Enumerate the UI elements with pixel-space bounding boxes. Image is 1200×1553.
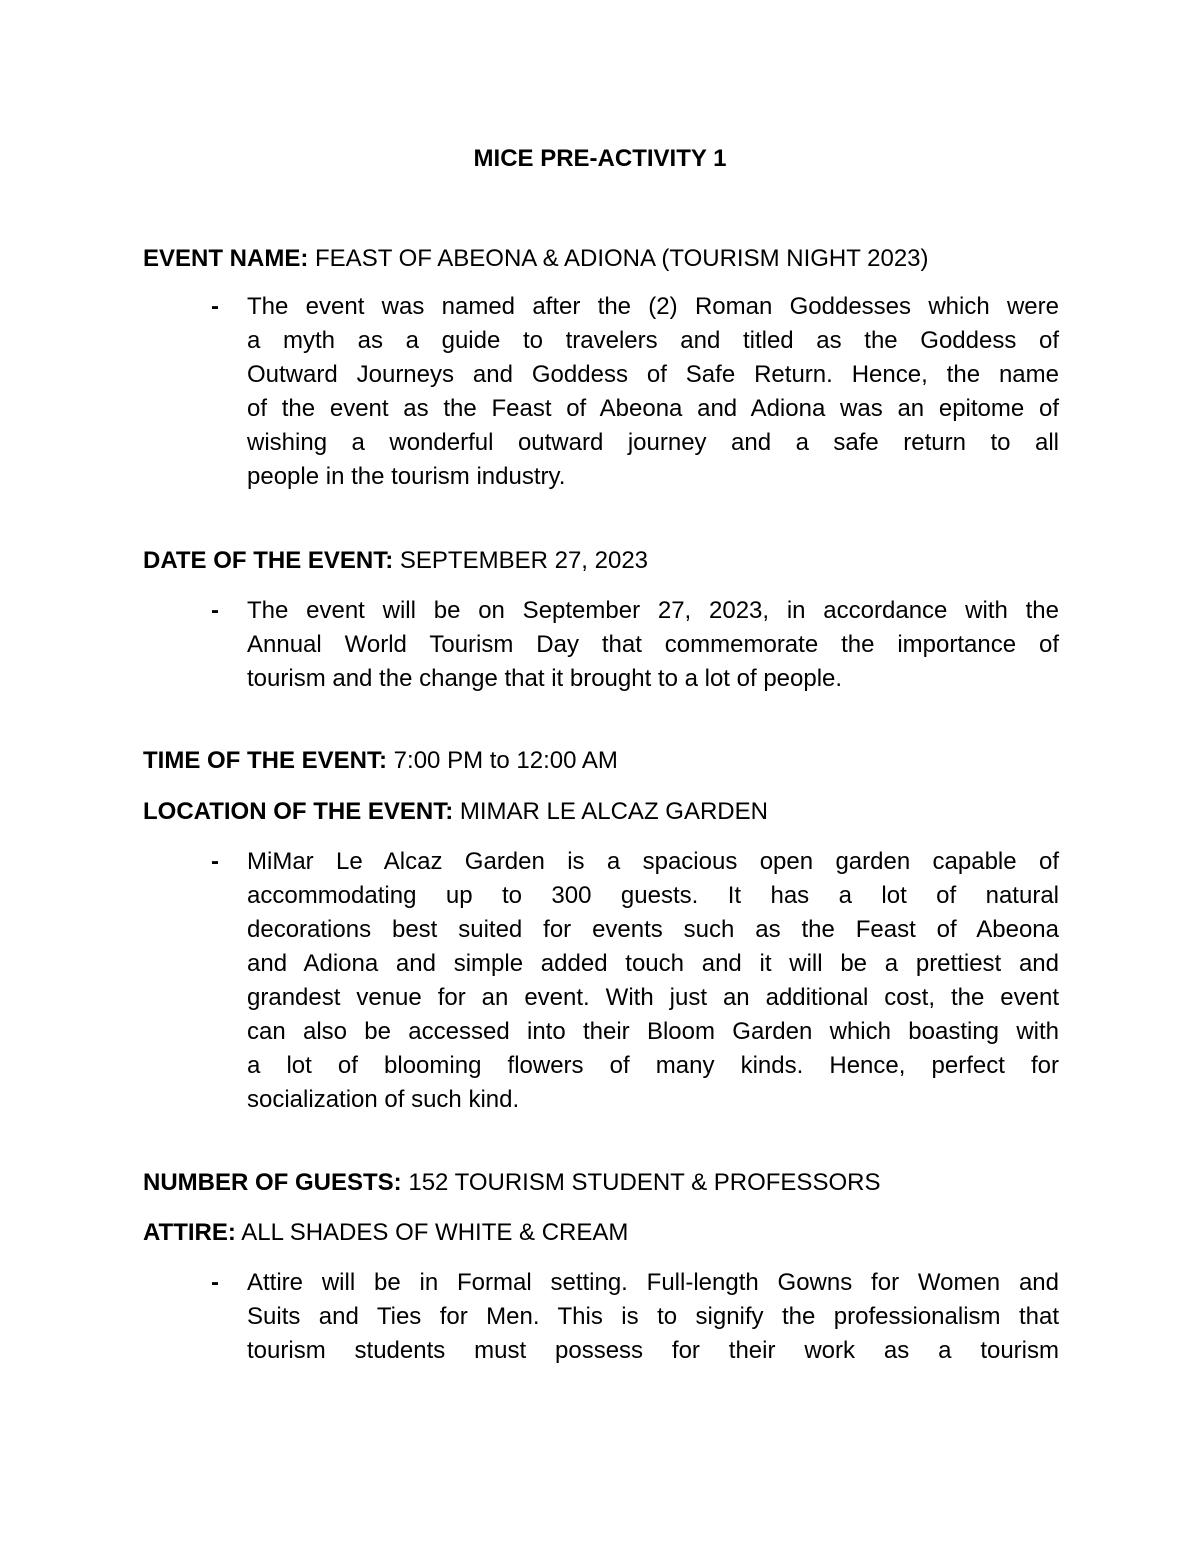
guests-value: 152 TOURISM STUDENT & PROFESSORS (401, 1169, 881, 1196)
paragraph-line: a myth as a guide to travelers and titled as the Goddess of (247, 327, 1059, 354)
event-name-value: FEAST OF ABEONA & ADIONA (TOURISM NIGHT 2023) (308, 245, 929, 272)
paragraph-line: grandest venue for an event. With just an additional cost, the event (247, 984, 1059, 1011)
paragraph-line: Suits and Ties for Men. This is to signify the professionalism that (247, 1303, 1059, 1330)
location-paragraph (247, 845, 1059, 1117)
paragraph-line: Outward Journeys and Goddess of Safe Return. Hence, the name (247, 361, 1059, 388)
bullet-dash: - (211, 597, 219, 624)
date-label: DATE OF THE EVENT: (143, 547, 394, 574)
paragraph-line: accommodating up to 300 guests. It has a lot of natural (247, 882, 1059, 909)
paragraph-line: can also be accessed into their Bloom Garden which boasting with (247, 1018, 1059, 1045)
bullet-dash: - (211, 848, 219, 875)
event-name-paragraph (247, 290, 1059, 494)
paragraph-line: tourism and the change that it brought to a lot of people. (247, 665, 843, 692)
document-title: MICE PRE-ACTIVITY 1 (473, 145, 727, 172)
attire-label: ATTIRE: (143, 1219, 236, 1246)
guests-heading (143, 1167, 1063, 1199)
time-value: 7:00 PM to 12:00 AM (387, 747, 618, 774)
location-value: MIMAR LE ALCAZ GARDEN (453, 798, 768, 825)
paragraph-line: decorations best suited for events such as the Feast of Abeona (247, 916, 1059, 943)
time-heading (143, 745, 1063, 777)
paragraph-line: tourism students must possess for their work as a tourism (247, 1337, 1059, 1364)
attire-paragraph (247, 1266, 1059, 1368)
paragraph-line: Annual World Tourism Day that commemorate the importance of (247, 631, 1059, 658)
attire-value: ALL SHADES OF WHITE & CREAM (235, 1219, 629, 1246)
attire-heading (143, 1217, 1063, 1249)
bullet-dash: - (211, 1269, 219, 1296)
guests-label: NUMBER OF GUESTS: (143, 1169, 402, 1196)
paragraph-line: Attire will be in Formal setting. Full-length Gowns for Women and (247, 1269, 1059, 1296)
paragraph-line: MiMar Le Alcaz Garden is a spacious open garden capable of (247, 848, 1059, 875)
paragraph-line: socialization of such kind. (247, 1086, 520, 1113)
location-label: LOCATION OF THE EVENT: (143, 798, 454, 825)
paragraph-line: and Adiona and simple added touch and it will be a prettiest and (247, 950, 1059, 977)
paragraph-line: people in the tourism industry. (247, 463, 566, 490)
paragraph-line: of the event as the Feast of Abeona and Adiona was an epitome of (247, 395, 1059, 422)
paragraph-line: a lot of blooming flowers of many kinds. Hence, perfect for (247, 1052, 1059, 1079)
event-name-label: EVENT NAME: (143, 245, 309, 272)
event-name-heading (143, 243, 1063, 275)
paragraph-line: The event will be on September 27, 2023, in accordance with the (247, 597, 1059, 624)
date-paragraph (247, 594, 1059, 696)
location-heading (143, 796, 1063, 828)
paragraph-line: wishing a wonderful outward journey and a safe return to all (247, 429, 1059, 456)
time-label: TIME OF THE EVENT: (143, 747, 388, 774)
paragraph-line: The event was named after the (2) Roman Goddesses which were (247, 293, 1059, 320)
bullet-dash: - (211, 293, 219, 320)
date-value: SEPTEMBER 27, 2023 (393, 547, 649, 574)
date-heading (143, 545, 1063, 577)
